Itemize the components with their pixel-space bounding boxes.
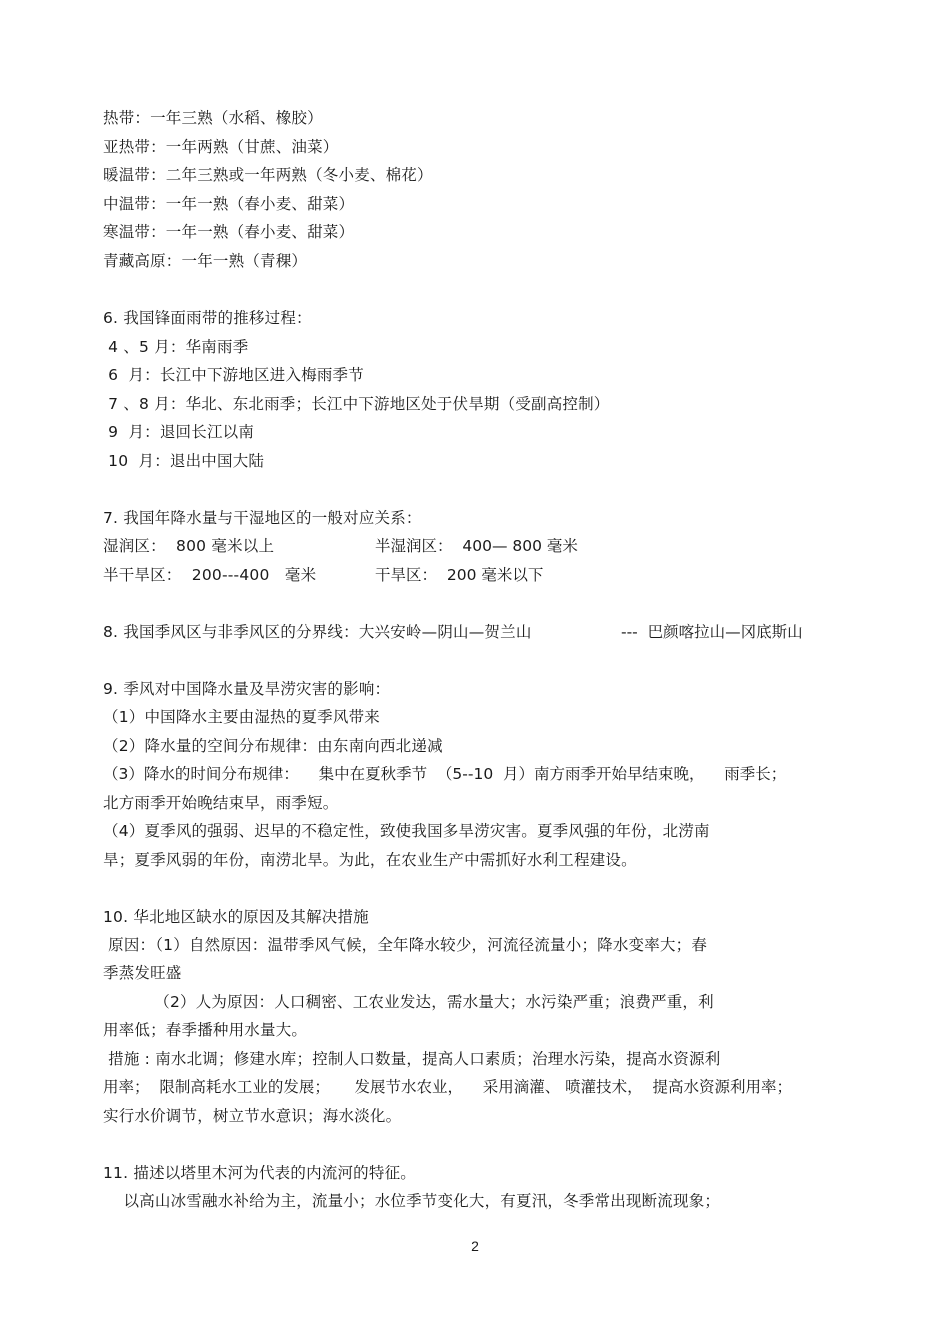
section-7-title: 7. 我国年降水量与干湿地区的一般对应关系： bbox=[103, 509, 422, 527]
section-10-line: 措施 : 南水北调；修建水库；控制人口数量，提高人口素质；治理水污染，提高水资源利 bbox=[103, 1050, 721, 1068]
section-11-line: 以高山冰雪融水补给为主，流量小；水位季节变化大，有夏汛，冬季常出现断流现象； bbox=[103, 1192, 721, 1210]
section-8-tail: --- 巴颜喀拉山—冈底斯山 bbox=[621, 623, 803, 641]
crop-line: 中温带：一年一熟（春小麦、甜菜） bbox=[103, 195, 355, 213]
subhumid-region: 半湿润区： 400— 800 毫米 bbox=[375, 537, 578, 555]
section-10-line: 实行水价调节，树立节水意识；海水淡化。 bbox=[103, 1107, 402, 1125]
section-9-line: （4）夏季风的强弱、迟早的不稳定性，致使我国多旱涝灾害。夏季风强的年份，北涝南 bbox=[103, 822, 710, 840]
arid-region: 干旱区： 200 毫米以下 bbox=[375, 566, 544, 584]
section-11-title: 11. 描述以塔里木河为代表的内流河的特征。 bbox=[103, 1164, 416, 1182]
section-6-title: 6. 我国锋面雨带的推移过程： bbox=[103, 309, 312, 327]
section-9-line: （3）降水的时间分布规律： 集中在夏秋季节 （5--10 月）南方雨季开始早结束晚， 雨季长； bbox=[103, 765, 787, 783]
crop-line: 青藏高原：一年一熟（青稞） bbox=[103, 252, 308, 270]
section-10-line: 季蒸发旺盛 bbox=[103, 964, 182, 982]
crop-line: 暖温带：二年三熟或一年两熟（冬小麦、棉花） bbox=[103, 166, 433, 184]
section-6-item: 6 月：长江中下游地区进入梅雨季节 bbox=[103, 366, 364, 384]
section-6-item: 10 月：退出中国大陆 bbox=[103, 452, 265, 470]
section-9-line: （2）降水量的空间分布规律：由东南向西北递减 bbox=[103, 737, 443, 755]
page-number: 2 bbox=[471, 1238, 479, 1254]
section-6-item: 4 、5 月：华南雨季 bbox=[103, 338, 249, 356]
section-9-line: （1）中国降水主要由湿热的夏季风带来 bbox=[103, 708, 380, 726]
section-9-line: 北方雨季开始晚结束早，雨季短。 bbox=[103, 794, 339, 812]
crop-line: 热带：一年三熟（水稻、橡胶） bbox=[103, 109, 323, 127]
section-9-title: 9. 季风对中国降水量及旱涝灾害的影响： bbox=[103, 680, 391, 698]
crop-line: 寒温带：一年一熟（春小麦、甜菜） bbox=[103, 223, 355, 241]
section-10-line: （2）人为原因：人口稠密、工农业发达，需水量大；水污染严重；浪费严重，利 bbox=[103, 993, 714, 1011]
section-10-line: 用率； 限制高耗水工业的发展； 发展节水农业， 采用滴灌、 喷灌技术， 提高水资源利用率； bbox=[103, 1078, 792, 1096]
semiarid-region: 半干旱区： 200---400 毫米 bbox=[103, 566, 317, 584]
section-10-line: 原因：（1）自然原因：温带季风气候，全年降水较少，河流径流量小；降水变率大；春 bbox=[103, 936, 708, 954]
crop-line: 亚热带：一年两熟（甘蔗、油菜） bbox=[103, 138, 339, 156]
humid-region: 湿润区： 800 毫米以上 bbox=[103, 537, 275, 555]
section-10-title: 10. 华北地区缺水的原因及其解决措施 bbox=[103, 908, 369, 926]
section-8-title: 8. 我国季风区与非季风区的分界线：大兴安岭—阴山—贺兰山 bbox=[103, 623, 532, 641]
section-6-item: 7 、8 月：华北、东北雨季；长江中下游地区处于伏旱期（受副高控制） bbox=[103, 395, 610, 413]
section-9-line: 旱；夏季风弱的年份，南涝北旱。为此，在农业生产中需抓好水利工程建设。 bbox=[103, 851, 637, 869]
section-6-item: 9 月：退回长江以南 bbox=[103, 423, 255, 441]
section-10-line: 用率低；春季播种用水量大。 bbox=[103, 1021, 308, 1039]
